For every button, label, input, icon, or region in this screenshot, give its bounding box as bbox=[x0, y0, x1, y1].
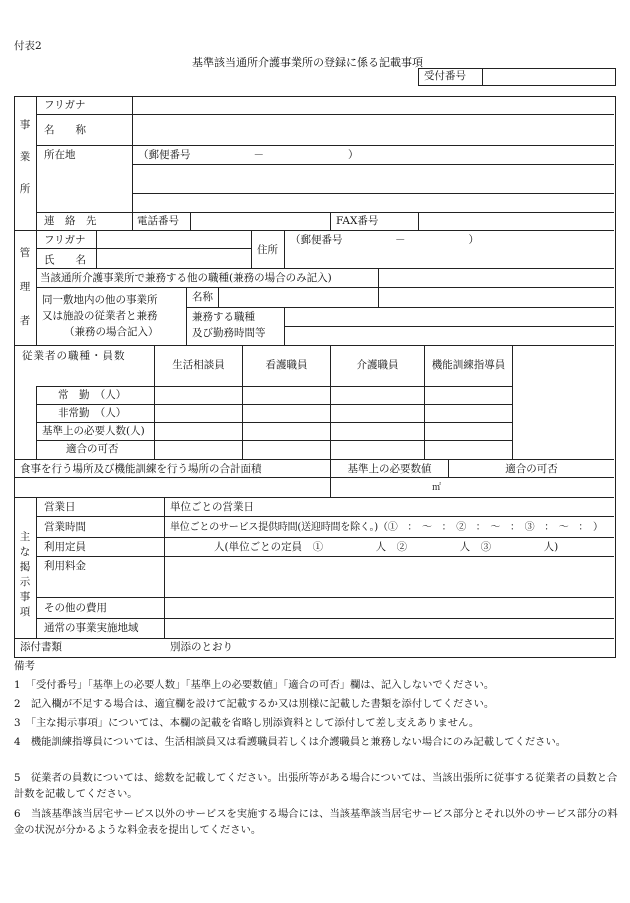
business-postal-label: （郵便番号 － ） bbox=[138, 149, 359, 161]
business-name-input[interactable] bbox=[133, 115, 613, 144]
manager-same-site-label-3: （兼務の場合記入） bbox=[64, 326, 159, 338]
capacity-label: 利用定員 bbox=[44, 541, 86, 553]
attachments-label: 添付書類 bbox=[20, 641, 62, 653]
business-hours-sub: 単位ごとのサービス提供時間(送迎時間を除く。)（① ： ～ ： ② ： ～ ： ③ ： ～ ： ） bbox=[170, 522, 603, 533]
manager-section-label: 管 理 者 bbox=[19, 247, 31, 327]
business-phone-label: 電話番号 bbox=[137, 215, 179, 227]
business-fax-label: FAX番号 bbox=[336, 215, 379, 227]
manager-furigana-label: フリガナ bbox=[44, 234, 86, 246]
service-area-label: 通常の事業実施地域 bbox=[44, 622, 139, 634]
facility-name-input[interactable] bbox=[219, 288, 377, 306]
note-6: 6 当該基準該当居宅サービス以外のサービスを実施する場合には、当該基準該当居宅サービス部分とそれ以外のサービス部分の料金の状況が分かるような料金表を提出してください。 bbox=[14, 808, 618, 836]
manager-concurrent-label: 当該通所介護事業所で兼務する他の職種(兼務の場合のみ記入) bbox=[40, 272, 332, 284]
staff-row-parttime: 非常勤 （人） bbox=[58, 407, 127, 419]
note-3: 3 「主な掲示事項」については、本欄の記載を省略し別添資料として添付して差し支えありません。 bbox=[14, 717, 480, 729]
capacity-sub: 人(単位ごとの定員 ① 人 ② 人 ③ 人) bbox=[214, 541, 559, 553]
manager-name-label: 氏 名 bbox=[44, 254, 86, 266]
manager-address-label: 住所 bbox=[257, 244, 278, 256]
fee-label: 利用料金 bbox=[44, 560, 86, 572]
manager-same-site-label-1: 同一敷地内の他の事業所 bbox=[42, 294, 158, 306]
business-phone-input[interactable] bbox=[191, 213, 330, 229]
staff-row-required: 基準上の必要人数(人) bbox=[42, 425, 145, 437]
staff-col-trainer: 機能訓練指導員 bbox=[431, 359, 506, 371]
manager-postal-label: （郵便番号 － ） bbox=[290, 234, 479, 246]
business-days-sub: 単位ごとの営業日 bbox=[170, 501, 254, 513]
business-furigana-label: フリガナ bbox=[44, 99, 86, 111]
fee-input[interactable] bbox=[165, 557, 613, 596]
area-conform-label: 適合の可否 bbox=[505, 463, 558, 475]
attachments-value: 別添のとおり bbox=[170, 641, 233, 653]
area-required-label: 基準上の必要数値 bbox=[347, 463, 432, 475]
business-address-input[interactable] bbox=[133, 165, 613, 192]
service-area-input[interactable] bbox=[165, 619, 613, 637]
concurrent-job-input[interactable] bbox=[285, 308, 613, 344]
staff-col-caregiver: 介護職員 bbox=[356, 359, 399, 371]
concurrent-job-label-2: 及び勤務時間等 bbox=[192, 327, 266, 339]
business-furigana-input[interactable] bbox=[133, 97, 613, 113]
staff-header-label: 従業者の職種・員数 bbox=[22, 350, 126, 362]
manager-name-input[interactable] bbox=[97, 249, 250, 267]
business-days-label: 営業日 bbox=[44, 501, 76, 513]
staff-col-counselor: 生活相談員 bbox=[172, 359, 225, 371]
staff-row-conform: 適合の可否 bbox=[66, 443, 119, 455]
area-unit: ㎡ bbox=[432, 483, 442, 493]
other-cost-label: その他の費用 bbox=[44, 602, 107, 614]
business-address-label: 所在地 bbox=[44, 149, 76, 161]
business-fax-input[interactable] bbox=[419, 213, 613, 229]
manager-furigana-input[interactable] bbox=[97, 231, 250, 247]
reception-number-label: 受付番号 bbox=[424, 70, 466, 82]
manager-concurrent-input[interactable] bbox=[379, 269, 613, 286]
note-5: 5 従業者の員数については、総数を記載してください。出張所等がある場合については、当該出張所に従事する従業者の員数と合計数を記載してください。 bbox=[14, 772, 618, 800]
business-hours-label: 営業時間 bbox=[44, 521, 86, 533]
area-label: 食事を行う場所及び機能訓練を行う場所の合計面積 bbox=[20, 463, 262, 475]
staff-row-fulltime: 常 勤 （人） bbox=[58, 389, 127, 401]
attachment-label: 付表2 bbox=[14, 40, 42, 52]
other-cost-input[interactable] bbox=[165, 598, 613, 617]
concurrent-job-label-1: 兼務する職種 bbox=[192, 311, 255, 323]
business-contact-label: 連 絡 先 bbox=[44, 215, 97, 227]
manager-same-site-label-2: 又は施設の従業者と兼務 bbox=[42, 310, 158, 322]
business-name-label: 名 称 bbox=[44, 124, 86, 136]
staff-col-nurse: 看護職員 bbox=[265, 359, 308, 371]
page-title: 基準該当通所介護事業所の登録に係る記載事項 bbox=[192, 56, 423, 69]
note-1: 1 「受付番号」「基準上の必要人数」「基準上の必要数値」「適合の可否」欄は、記入しないでください。 bbox=[14, 679, 495, 691]
note-4: 4 機能訓練指導員については、生活相談員又は看護職員若しくは介護職員と兼務しない場合にのみ記載してください。 bbox=[14, 736, 567, 748]
note-2: 2 記入欄が不足する場合は、適宜欄を設けて記載するか又は別様に記載した書類を添付してください。 bbox=[14, 698, 495, 710]
manager-address-input[interactable] bbox=[285, 249, 613, 267]
facility-name-label: 名称 bbox=[192, 291, 213, 303]
notes-title: 備考 bbox=[14, 660, 35, 672]
posting-section-label: 主 な 掲 示 事 項 bbox=[19, 531, 31, 618]
business-section-label: 事 業 所 bbox=[19, 119, 31, 195]
area-input[interactable] bbox=[15, 478, 329, 496]
